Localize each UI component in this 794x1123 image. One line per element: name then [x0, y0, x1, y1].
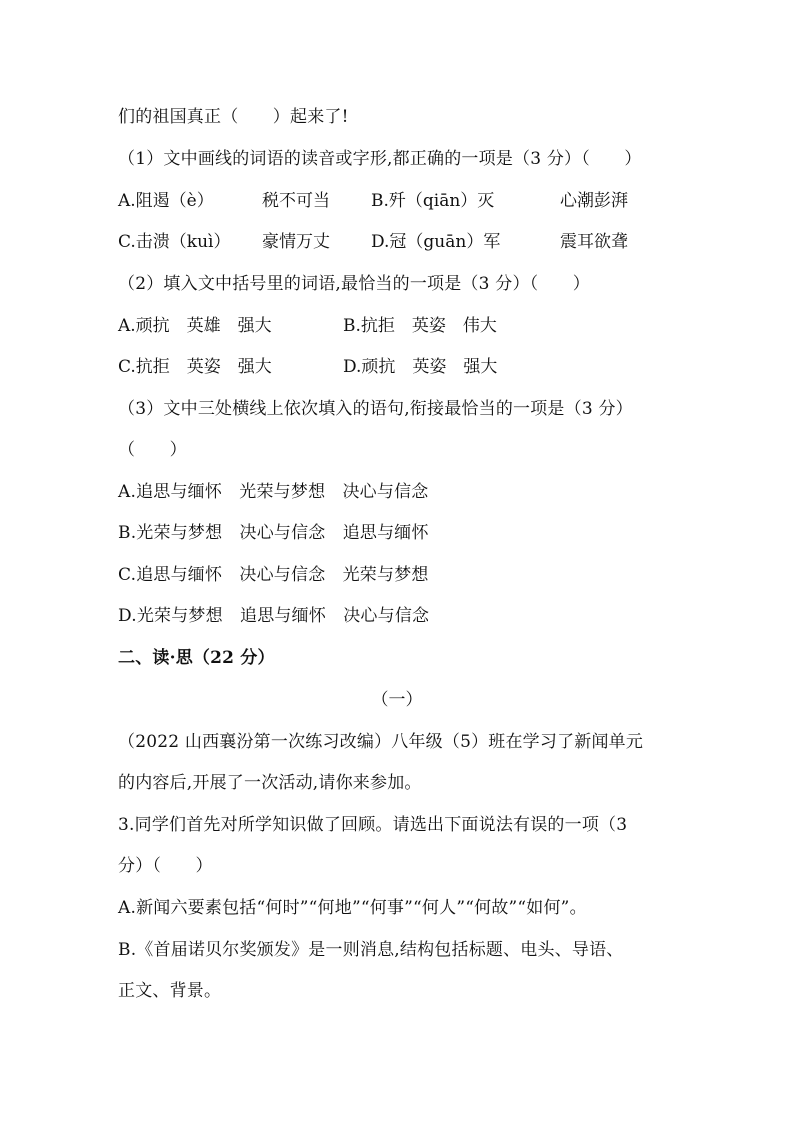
q3-option-b: B.光荣与梦想 决心与信念 追思与缅怀 [118, 523, 429, 543]
q1-option-a-word: 税不可当 [262, 191, 330, 211]
question-1-stem: （1）文中画线的词语的读音或字形,都正确的一项是（3 分）（ ） [118, 149, 642, 169]
q3-option-d: D.光荣与梦想 追思与缅怀 决心与信念 [118, 606, 430, 626]
section-heading: 二、读·思（22 分） [118, 648, 275, 668]
question-3-main-line-2: 分）（ ） [118, 856, 213, 876]
q2-option-c: C.抗拒 英姿 强大 [118, 357, 272, 377]
q-option-b-line-2: 正文、背景。 [118, 981, 222, 1001]
part-heading: （一） [371, 690, 423, 710]
q2-option-a: A.顽抗 英雄 强大 [118, 316, 272, 336]
question-3-stem: （3）文中三处横线上依次填入的语句,衔接最恰当的一项是（3 分） [118, 399, 633, 419]
question-3-paren: （ ） [118, 440, 187, 460]
q3-option-c: C.追思与缅怀 决心与信念 光荣与梦想 [118, 565, 429, 585]
q1-option-b: B.歼（qiān）灭 [371, 191, 495, 211]
q1-option-c-word: 豪情万丈 [262, 232, 330, 252]
q3-option-a: A.追思与缅怀 光荣与梦想 决心与信念 [118, 482, 429, 502]
passage-end-line: 们的祖国真正（ ）起来了! [118, 107, 349, 127]
q1-option-d: D.冠（guān）军 [371, 232, 501, 252]
intro-line-1: （2022 山西襄汾第一次练习改编）八年级（5）班在学习了新闻单元 [118, 732, 644, 752]
q1-option-b-word: 心潮彭湃 [560, 191, 628, 211]
question-2-stem: （2）填入文中括号里的词语,最恰当的一项是（3 分）（ ） [118, 274, 590, 294]
question-3-main-line-1: 3.同学们首先对所学知识做了回顾。请选出下面说法有误的一项（3 [118, 815, 628, 835]
q2-option-b: B.抗拒 英姿 伟大 [343, 316, 497, 336]
q2-option-d: D.顽抗 英姿 强大 [343, 357, 498, 377]
q1-option-d-word: 震耳欲聋 [560, 232, 628, 252]
q1-option-c: C.击溃（kuì） [118, 232, 231, 252]
q-option-b-line-1: B.《首届诺贝尔奖颁发》是一则消息,结构包括标题、电头、导语、 [118, 940, 624, 960]
intro-line-2: 的内容后,开展了一次活动,请你来参加。 [118, 773, 422, 793]
q1-option-a: A.阻遏（è） [118, 191, 214, 211]
q-option-a: A.新闻六要素包括“何时”“何地”“何事”“何人”“何故”“如何”。 [118, 898, 587, 918]
